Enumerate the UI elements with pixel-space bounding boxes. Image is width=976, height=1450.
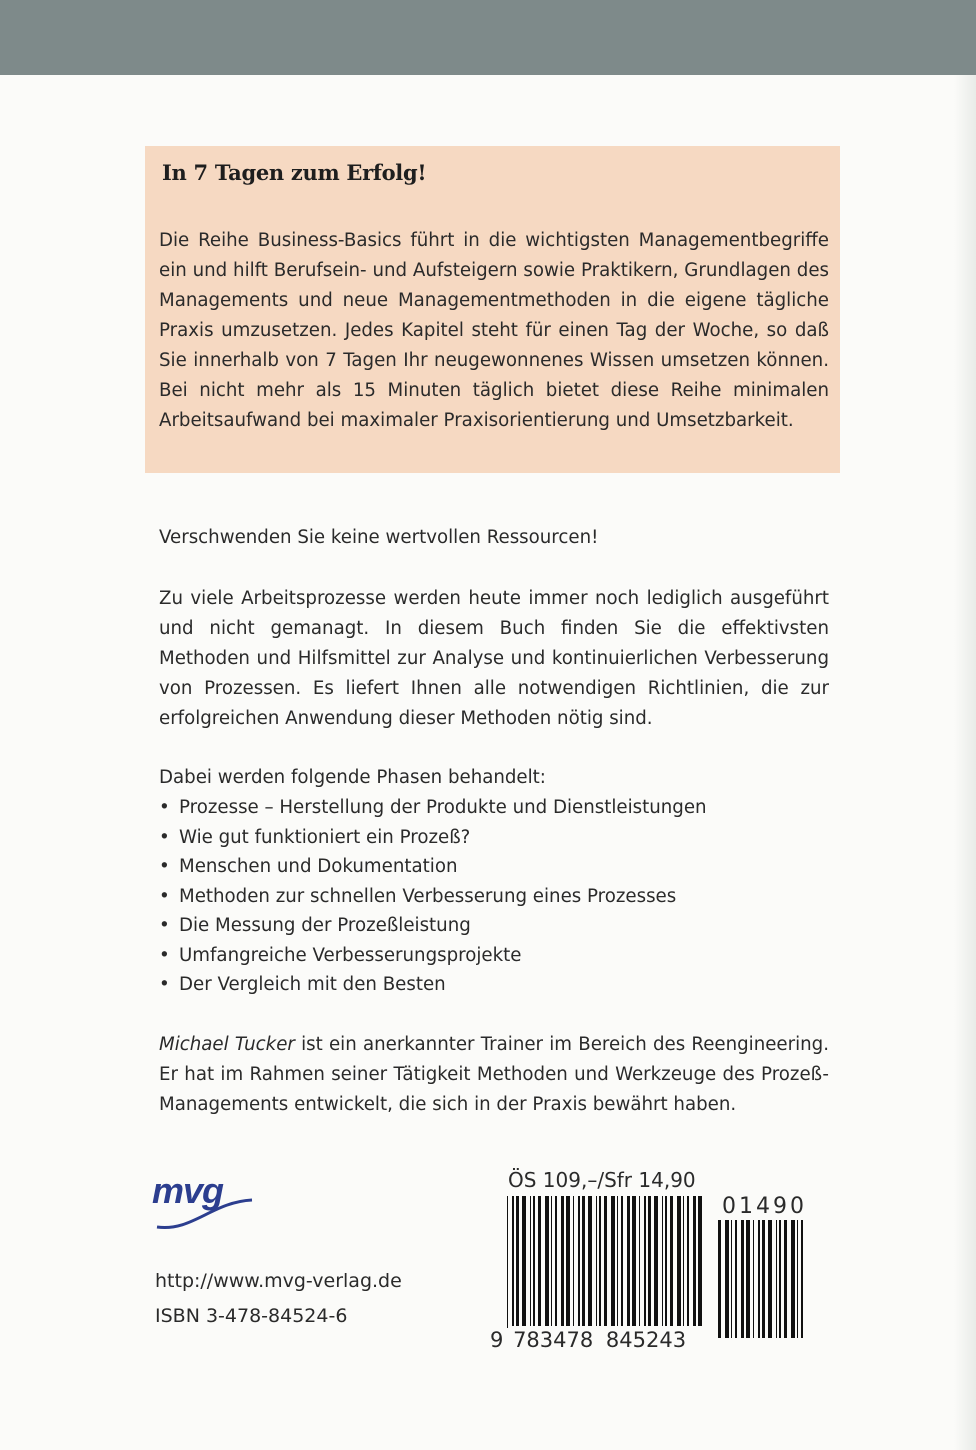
ean-digits [490, 1328, 689, 1352]
box-title: In 7 Tagen zum Erfolg! [162, 160, 427, 185]
barcode-bar [693, 1196, 696, 1326]
list-item: • Menschen und Dokumentation [159, 852, 707, 882]
list-item: • Umfangreiche Verbesserungsprojekte [159, 941, 707, 971]
barcode-bar [753, 1220, 754, 1338]
barcode-bar [566, 1196, 570, 1326]
cover-edge [954, 75, 976, 1450]
barcode-bar [665, 1196, 667, 1326]
headline: Verschwenden Sie keine wertvollen Ressourcen! [159, 527, 599, 548]
barcode-bar [683, 1196, 684, 1326]
barcode-bar [762, 1220, 765, 1338]
barcode-bar [578, 1196, 580, 1326]
barcode-bar [677, 1196, 681, 1326]
barcode-bar [516, 1196, 519, 1326]
barcode-bar [582, 1196, 585, 1326]
series-info-box [145, 146, 840, 473]
phases-label: Dabei werden folgende Phasen behandelt: [159, 767, 546, 788]
ean-barcode [507, 1196, 703, 1344]
author-bio-text: ist ein anerkannter Trainer im Bereich des Reengineering. Er hat im Rahmen seiner Tätigkeit Methoden und Werkzeuge des Prozeß-Managements entwickelt, die sich in der Praxis bewährt haben. [159, 1034, 830, 1115]
barcode-bar [627, 1196, 630, 1326]
barcode-bar [545, 1196, 549, 1326]
barcode-bar [599, 1196, 601, 1326]
barcode-bar [718, 1220, 721, 1338]
barcode-bar [670, 1196, 673, 1326]
barcode-bar [512, 1196, 514, 1326]
barcode-bar [551, 1196, 552, 1326]
top-gray-band [0, 0, 976, 75]
barcode-bar [698, 1196, 702, 1326]
barcode-bar [604, 1196, 607, 1326]
barcode-bar [507, 1196, 508, 1344]
barcode-bar [573, 1196, 574, 1326]
barcode-bar [801, 1220, 803, 1338]
isbn: ISBN 3-478-84524-6 [155, 1305, 348, 1327]
barcode-bar [797, 1220, 798, 1338]
barcode-bar [725, 1220, 729, 1338]
barcode-bar [588, 1196, 592, 1326]
author-bio [159, 1030, 829, 1120]
addon-number: 01490 [722, 1194, 807, 1219]
barcode-bar [654, 1196, 658, 1326]
barcode-bar [731, 1220, 732, 1338]
barcode-bar [791, 1220, 795, 1338]
barcode-bar [538, 1196, 541, 1326]
intro-paragraph: Zu viele Arbeitsprozesse werden heute immer noch lediglich ausgeführt und nicht gemanagt. In diesem Buch finden Sie die effektivsten Methoden und Hilfsmittel zur Analyse und kontinuierlichen Verbesserung von Prozessen. Es liefert Ihnen alle notwendigen Richtlinien, die zur erfolgreichen Anwendung dieser Methoden nötig sind. [159, 588, 829, 729]
barcode-bar [555, 1196, 557, 1326]
barcode-bar [530, 1196, 531, 1326]
barcode-bar [687, 1196, 689, 1326]
list-item: • Prozesse – Herstellung der Produkte und Dienstleistungen [159, 793, 707, 823]
barcode-bar [779, 1220, 781, 1338]
list-item: • Methoden zur schnellen Verbesserung eines Prozesses [159, 882, 707, 912]
list-item: • Die Messung der Prozeßleistung [159, 911, 707, 941]
barcode-bar [596, 1196, 597, 1326]
mvg-logo [152, 1170, 223, 1212]
barcode-bar [533, 1196, 535, 1326]
phases-list [159, 793, 707, 1000]
ean-first: 9 [490, 1328, 504, 1352]
barcode-bar [776, 1220, 777, 1338]
author-name: Michael Tucker [159, 1034, 295, 1055]
barcode-bar [784, 1220, 787, 1338]
barcode-bar [741, 1220, 744, 1338]
list-item: • Wie gut funktioniert ein Prozeß? [159, 823, 707, 853]
barcode-bar [648, 1196, 651, 1326]
barcode-bar [522, 1196, 526, 1326]
barcode-bar [735, 1220, 737, 1338]
barcode-bar [758, 1220, 760, 1338]
ean-left: 783478 [513, 1328, 594, 1352]
barcode-bar [611, 1196, 615, 1326]
barcode-bar [639, 1196, 640, 1326]
barcode-bar [617, 1196, 618, 1326]
publisher-url[interactable]: http://www.mvg-verlag.de [155, 1270, 402, 1292]
barcode-bar [662, 1196, 663, 1326]
barcode-bar [632, 1196, 636, 1326]
list-item: • Der Vergleich mit den Besten [159, 970, 707, 1000]
logo-swoosh-icon [152, 1192, 262, 1232]
logo-text: mvg [152, 1170, 224, 1211]
box-text: Die Reihe Business-Basics führt in die wichtigsten Managementbegriffe ein und hilft Berufsein- und Aufsteigern sowie Praktikern, Grundlagen des Managements und neue Managementmethoden in die eigene tägliche Praxis umzusetzen. Jedes Kapitel steht für einen Tag der Woche, so daß Sie innerhalb von 7 Tagen Ihr neugewonnenes Wissen umsetzen können. Bei nicht mehr als 15 Minuten täglich bietet diese Reihe minimalen Arbeitsaufwand bei maximaler Praxisorientierung und Umsetzbarkeit. [159, 230, 829, 431]
barcode-bar [768, 1220, 772, 1338]
barcode-bar [644, 1196, 646, 1326]
barcode-bar [746, 1220, 750, 1338]
barcode-bar [561, 1196, 564, 1326]
price: ÖS 109,–/Sfr 14,90 [508, 1168, 696, 1192]
barcode-bar [621, 1196, 623, 1326]
addon-barcode [718, 1220, 810, 1354]
ean-right: 845243 [605, 1328, 687, 1352]
